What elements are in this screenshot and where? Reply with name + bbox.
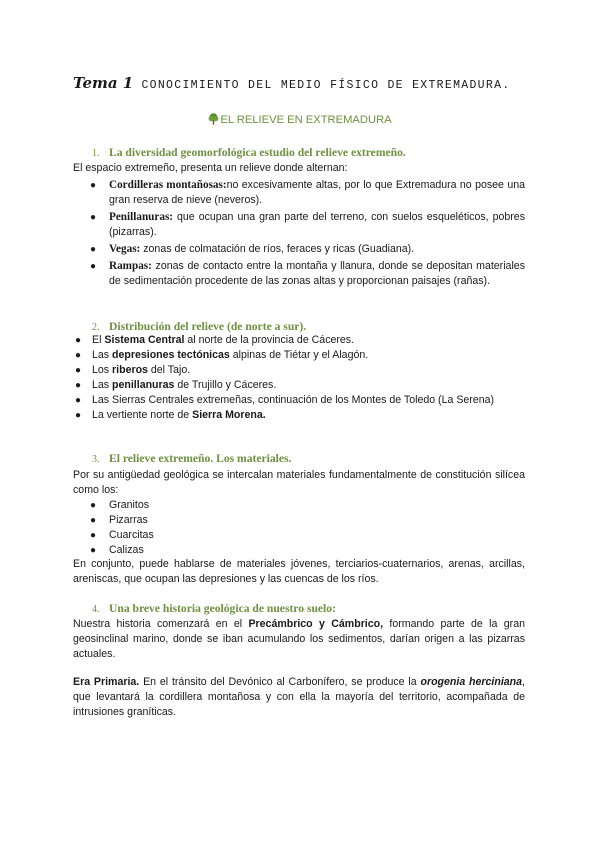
list-item: ● Granitos xyxy=(90,499,150,511)
list-item: ● Cuarcitas xyxy=(90,529,154,541)
section-title-text: EL RELIEVE EN EXTREMADURA xyxy=(220,114,392,126)
list-item: ● Las depresiones tectónicas alpinas de Tiétar y el Alagón. xyxy=(75,349,369,361)
list-item: ● Pizarras xyxy=(90,514,148,526)
heading-4: 4. Una breve historia geológica de nuestro suelo: xyxy=(92,602,336,615)
tree-icon xyxy=(208,113,219,128)
list-item: ● Los riberos del Tajo. xyxy=(75,364,191,376)
s2-list xyxy=(73,333,503,423)
s3-outro: En conjunto, puede hablarse de materiales jóvenes, terciarios-cuaternarios, arenas, arcillas, areniscas, que ocupan las depresiones y las cuencas de los ríos. xyxy=(73,558,525,585)
list-item: ● Las Sierras Centrales extremeñas, continuación de los Montes de Toledo (La Serena) xyxy=(75,394,495,406)
list-item: ● Penillanuras: que ocupan una gran parte del terreno, con suelos esqueléticos, pobres (pizarras). xyxy=(90,211,525,238)
list-item: ● Las penillanuras de Trujillo y Cáceres. xyxy=(75,379,277,391)
list-item: ● Calizas xyxy=(90,544,144,556)
document-title xyxy=(73,74,511,92)
s1-intro: El espacio extremeño, presenta un relieve donde alternan: xyxy=(73,162,348,174)
title-text: CONOCIMIENTO DEL MEDIO FÍSICO DE EXTREMADURA. xyxy=(141,79,511,92)
section-title xyxy=(0,113,600,128)
list-item: ● Vegas: zonas de colmatación de ríos, feraces y ricas (Guadiana). xyxy=(90,243,415,255)
s4-paragraph-1: Nuestra historia comenzará en el Precámbrico y Cámbrico, formando parte de la gran geosinclinal marino, donde se iban acumulando los sedimentos, darían origen a las pizarras actuales. xyxy=(73,618,525,660)
tema-label: Tema 1 xyxy=(73,74,134,92)
list-item: ● Rampas: zonas de contacto entre la montaña y llanura, donde se depositan materiales de sedimentación procedente de las zonas altas y proporcionan paisajes (rañas). xyxy=(90,260,525,287)
s1-list xyxy=(73,178,525,289)
heading-1: 1. La diversidad geomorfológica estudio del relieve extremeño. xyxy=(92,146,406,159)
s3-list xyxy=(73,498,525,558)
heading-3: 3. El relieve extremeño. Los materiales. xyxy=(92,452,292,465)
s4-paragraph-2: Era Primaria. En el tránsito del Devónico al Carbonífero, se produce la orogenia herciniana, que levantará la cordillera montañosa y con ella la mayoría del territorio, acompañada de intrusiones graníticas. xyxy=(73,676,525,718)
list-item: ● El Sistema Central al norte de la provincia de Cáceres. xyxy=(75,334,355,346)
s3-intro: Por su antigüedad geológica se intercalan materiales fundamentalmente de constitución silícea como los: xyxy=(73,469,525,496)
heading-2: 2. Distribución del relieve (de norte a sur). xyxy=(92,320,307,333)
list-item: ● La vertiente norte de Sierra Morena. xyxy=(75,409,266,421)
list-item: ● Cordilleras montañosas:no excesivamente altas, por lo que Extremadura no posee una gran reserva de nieve (neveros). xyxy=(90,179,525,206)
